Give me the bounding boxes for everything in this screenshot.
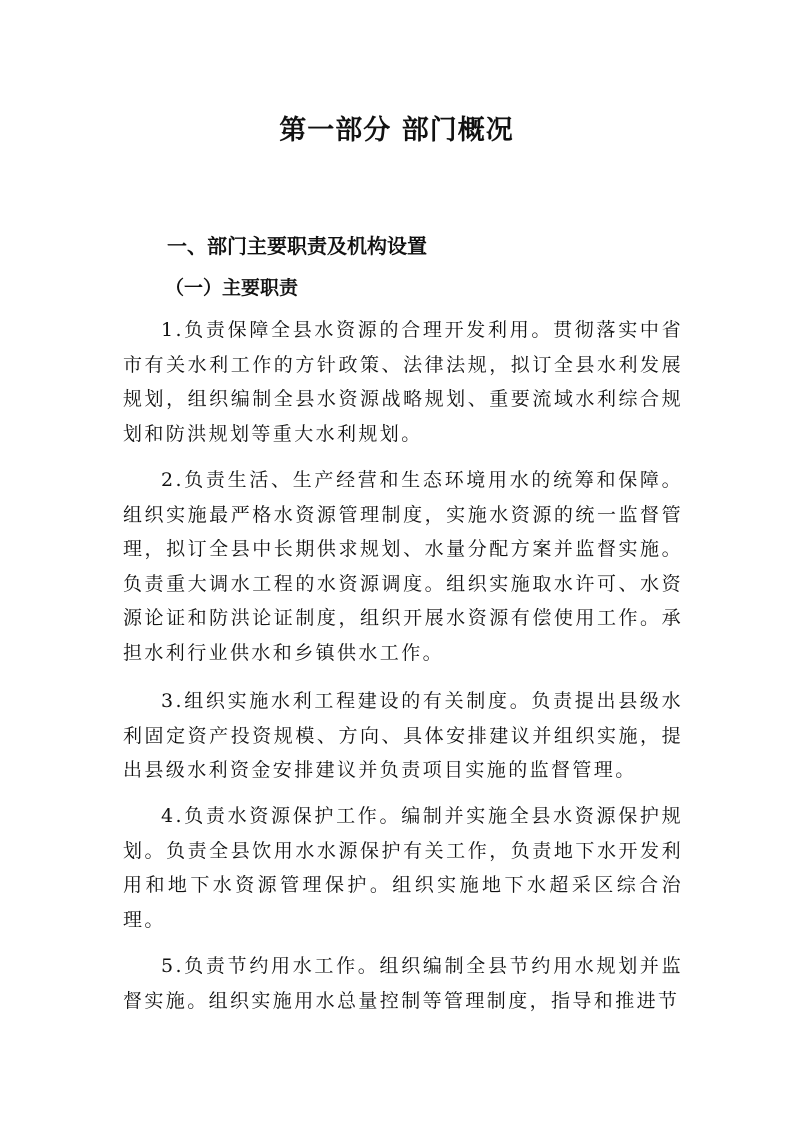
paragraph-duty-4: 4.负责水资源保护工作。编制并实施全县水资源保护规划。负责全县饮用水水源保护有关工作，负责地下水开发利用和地下水资源管理保护。组织实施地下水超采区综合治理。 <box>123 805 683 931</box>
paragraph-duty-5: 5.负责节约用水工作。组织编制全县节约用水规划并监督实施。组织实施用水总量控制等管理制度，指导和推进节 <box>123 955 683 1012</box>
paragraph-duty-2: 2.负责生活、生产经营和生态环境用水的统筹和保障。组织实施最严格水资源管理制度，实施水资源的统一监督管理，拟订全县中长期供求规划、水量分配方案并监督实施。负责重大调水工程的水资源调度。组织实施取水许可、水资源论证和防洪论证制度，组织开展水资源有偿使用工作。承担水利行业供水和乡镇供水工作。 <box>123 469 683 664</box>
paragraph-duty-1: 1.负责保障全县水资源的合理开发利用。贯彻落实中省市有关水利工作的方针政策、法律法规，拟订全县水利发展规划，组织编制全县水资源战略规划、重要流域水利综合规划和防洪规划等重大水利规划。 <box>123 319 683 445</box>
subsection-heading: （一）主要职责 <box>165 277 299 299</box>
page-title: 第一部分 部门概况 <box>279 115 514 146</box>
section-heading: 一、部门主要职责及机构设置 <box>167 234 427 258</box>
paragraph-duty-3: 3.组织实施水利工程建设的有关制度。负责提出县级水利固定资产投资规模、方向、具体安排建议并组织实施，提出县级水利资金安排建议并负责项目实施的监督管理。 <box>123 690 683 781</box>
